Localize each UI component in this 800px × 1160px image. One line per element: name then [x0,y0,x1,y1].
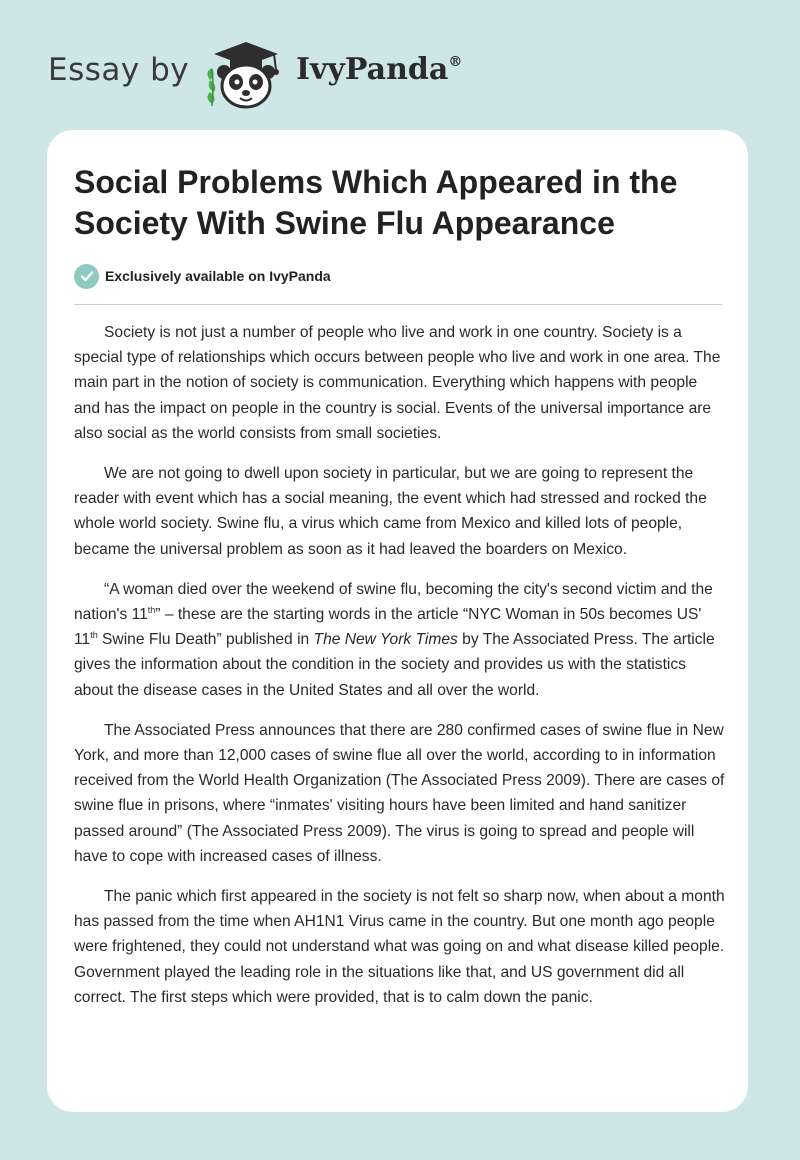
essay-card [47,130,748,1112]
exclusive-badge [74,263,331,289]
ivypanda-logo-icon[interactable] [200,36,292,110]
p3-text-a: “A woman died over the weekend of swine flu, becoming the city's second victim and the nation's 11 [74,580,713,624]
brand-text: IvyPanda [296,52,449,87]
brand-name[interactable] [296,52,462,87]
paragraph-1: Society is not just a number of people who live and work in one country. Society is a special type of relationships which occurs between people who live and work in one area. The main part in the notion of society is communication. Everything which happens with people and has the impact on people in the country is social. Events of the universal importance are also social as the world consists from small societies. [74,324,721,442]
p3-sup-2: th [90,630,98,641]
paragraph-2: We are not going to dwell upon society in particular, but we are going to represent the reader with event which has a social meaning, the event which had stressed and rocked the whole world society. Swine flu, a virus which came from Mexico and killed lots of people, became the universal problem as soon as it had leaved the boarders on Mexico. [74,465,707,558]
p3-text-b: ” – these are the starting words in the article “NYC Woman in 50s becomes US' 11 [74,606,702,649]
p3-publication: The New York Times [313,631,458,649]
p3-text-c: Swine Flu Death” published in [97,631,314,649]
exclusive-text: Exclusively available on IvyPanda [105,268,331,284]
divider [74,304,722,305]
p3-sup-1: th [147,604,156,615]
essay-body [74,320,726,1025]
p3-text-d: by The Associated Press. The article gives the information about the condition in the society and provides us with the statistics about the disease cases in the United States and all over the world. [74,631,715,699]
essay-title: Social Problems Which Appeared in the Society With Swine Flu Appearance [74,164,678,241]
paragraph-3 [74,577,726,703]
check-icon [74,264,99,289]
site-header [0,0,800,130]
paragraph-4: The Associated Press announces that there are 280 confirmed cases of swine flue in New York, and more than 12,000 cases of swine flue all over the world, according to in information received from the World Health Organization (The Associated Press 2009). There are cases of swine flue in prisons, where “inmates' visiting hours have been limited and hand sanitizer passed around” (The Associated Press 2009). The virus is going to spread and people will have to cope with increased cases of illness. [74,721,725,865]
registered-mark: ® [448,54,463,70]
paragraph-5: The panic which first appeared in the society is not felt so sharp now, when about a month has passed from the time when AH1N1 Virus came in the country. But one month ago people were frightened, they could not understand what was going on and what disease killed people. Government played the leading role in the situations like that, and US government did all correct. The first steps which were provided, that is to calm down the panic. [74,888,725,1006]
essay-by-label: Essay by [48,52,190,88]
